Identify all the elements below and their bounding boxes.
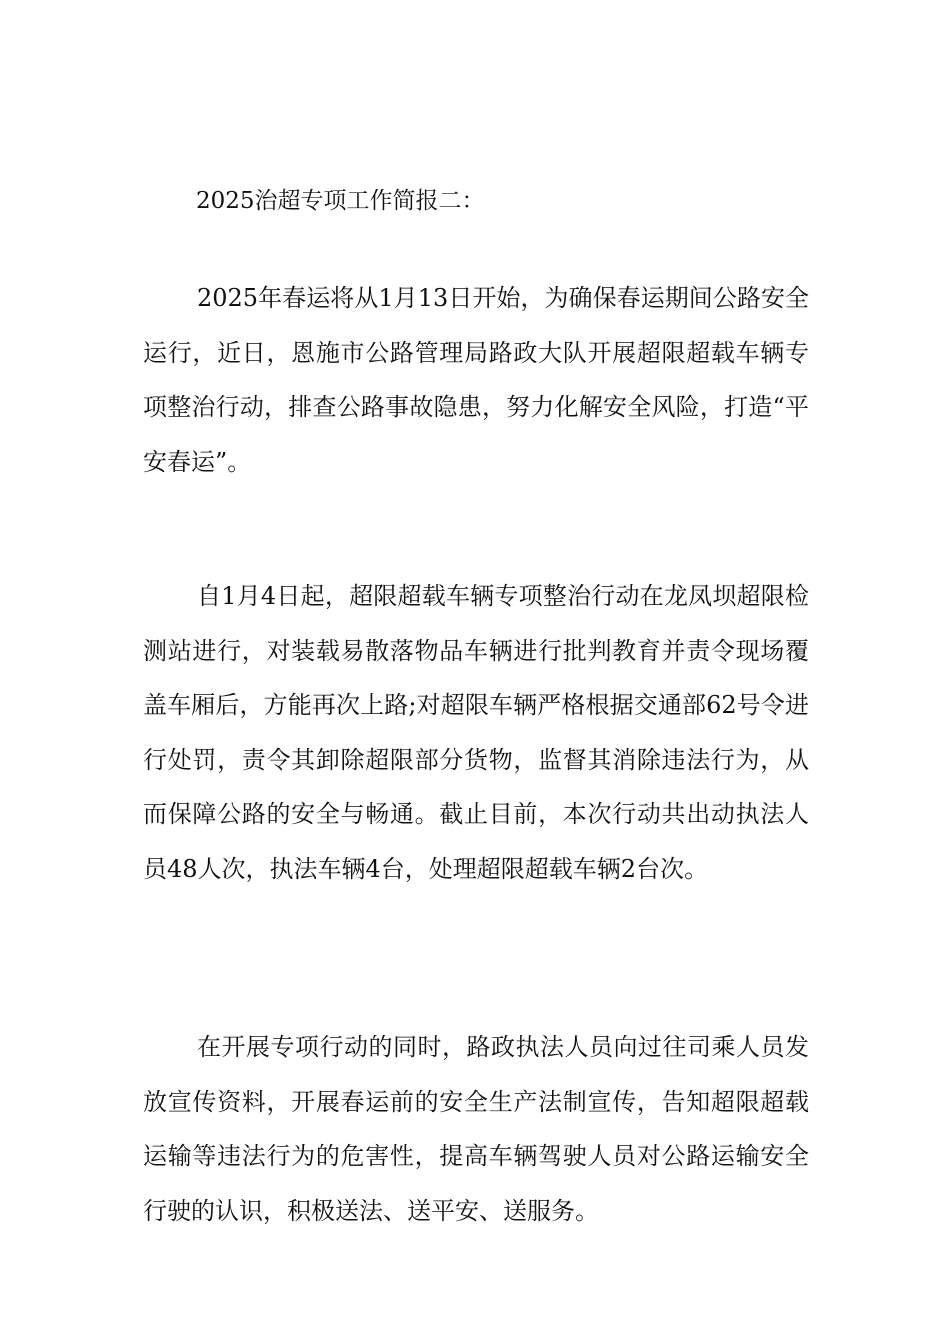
document-title: 2025治超专项工作简报二： [196, 188, 485, 214]
paragraph-publicity-campaign: 在开展专项行动的同时，路政执法人员向过往司乘人员发放宣传资料，开展春运前的安全生产法制宣传，告知超限超载运输等违法行为的危害性，提高车辆驾驶人员对公路运输安全行驶的认识，积极送法、送平安、送服务。 [143, 1033, 809, 1225]
paragraph-enforcement-action: 自1月4日起，超限超载车辆专项整治行动在龙凤坝超限检测站进行，对装载易散落物品车辆进行批判教育并责令现场覆盖车厢后，方能再次上路;对超限车辆严格根据交通部62号令进行处罚，责令其卸除超限部分货物，监督其消除违法行为，从而保障公路的安全与畅通。截止目前，本次行动共出动执法人员48人次，执法车辆4台，处理超限超载车辆2台次。 [143, 582, 809, 883]
paragraph-spring-festival-intro: 2025年春运将从1月13日开始，为确保春运期间公路安全运行，近日，恩施市公路管理局路政大队开展超限超载车辆专项整治行动，排查公路事故隐患，努力化解安全风险，打造“平安春运”。 [143, 284, 809, 476]
